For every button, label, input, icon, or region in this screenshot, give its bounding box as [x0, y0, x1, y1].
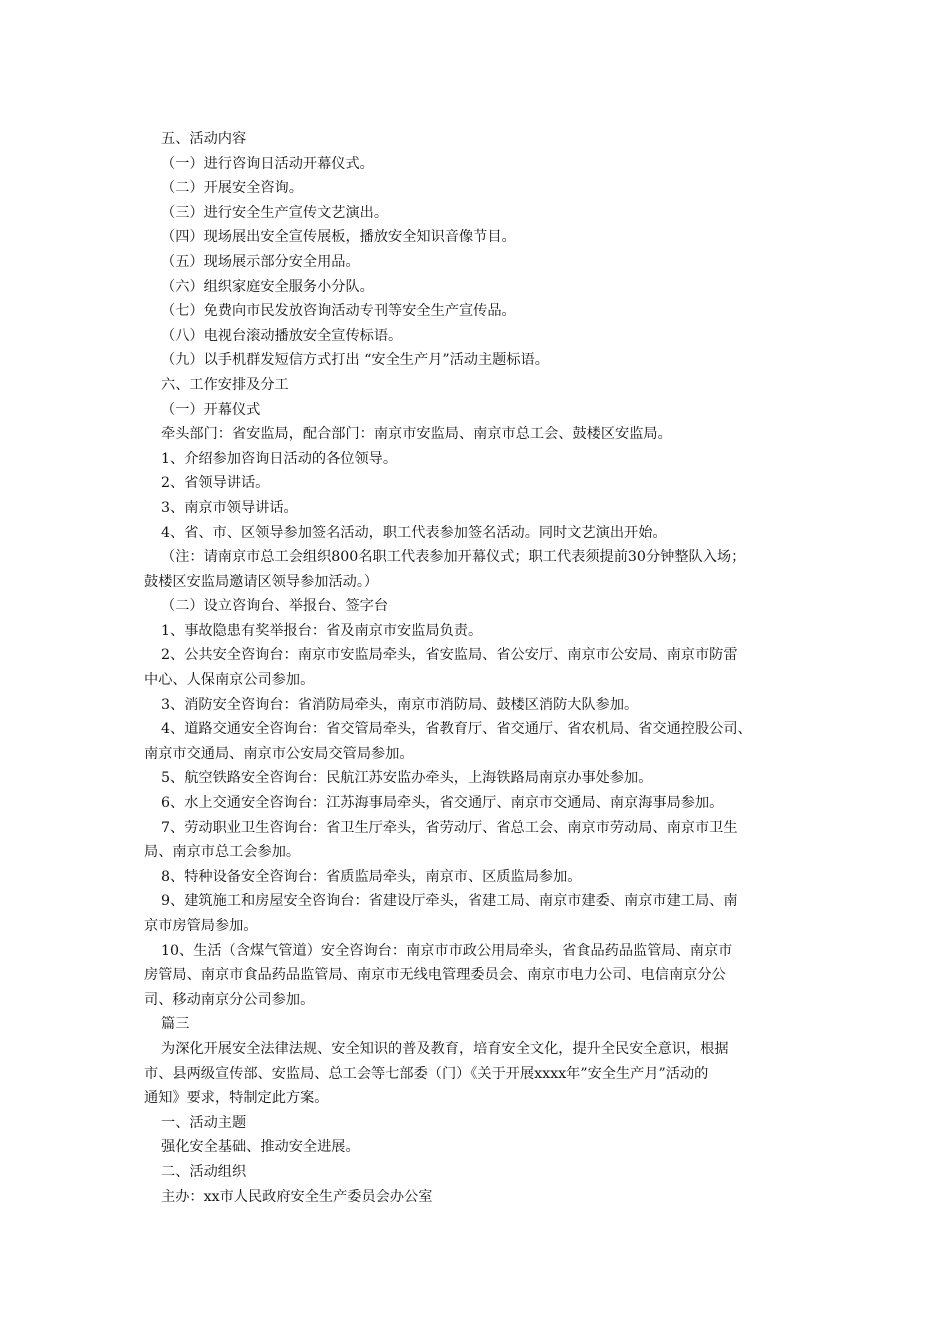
text-line: （四）现场展出安全宣传展板，播放安全知识音像节目。 [161, 229, 516, 246]
text-line: 4、道路交通安全咨询台：省交管局牵头，省教育厅、省交通厅、省农机局、省交通控股公司、 [161, 721, 752, 738]
text-line: 1、介绍参加咨询日活动的各位领导。 [161, 450, 398, 467]
text-line: （九）以手机群发短信方式打出 “安全生产月”活动主题标语。 [161, 352, 549, 369]
text-line: （七）免费向市民发放咨询活动专刊等安全生产宣传品。 [161, 303, 516, 320]
text-line: 主办：xx市人民政府安全生产委员会办公室 [161, 1188, 433, 1205]
text-line: 9、建筑施工和房屋安全咨询台：省建设厅牵头，省建工局、南京市建委、南京市建工局、南 [161, 893, 738, 910]
text-line: 二、活动组织 [161, 1163, 247, 1180]
text-line: （六）组织家庭安全服务小分队。 [161, 278, 374, 295]
text-line: 1、事故隐患有奖举报台：省及南京市安监局负责。 [161, 622, 483, 639]
text-line: 五、活动内容 [161, 131, 247, 147]
text-line: 3、消防安全咨询台：省消防局牵头，南京市消防局、鼓楼区消防大队参加。 [161, 696, 639, 713]
text-line: 南京市交通局、南京市公安局交管局参加。 [144, 745, 414, 762]
text-line: 房管局、南京市食品药品监管局、南京市无线电管理委员会、南京市电力公司、电信南京分公 [144, 967, 726, 984]
text-line: 中心、人保南京公司参加。 [144, 672, 315, 689]
text-line: 2、省领导讲话。 [161, 475, 270, 492]
text-line: 通知》要求，特制定此方案。 [144, 1090, 329, 1107]
text-line: 10、生活（含煤气管道）安全咨询台：南京市市政公用局牵头，省食品药品监管局、南京市 [161, 942, 733, 959]
text-line: 8、特种设备安全咨询台：省质监局牵头，南京市、区质监局参加。 [161, 868, 582, 885]
text-line: 5、航空铁路安全咨询台：民航江苏安监办牵头，上海铁路局南京办事处参加。 [161, 770, 653, 787]
text-line: 市、县两级宣传部、安监局、总工会等七部委（门）《关于开展xxxx年”安全生产月”活动的 [144, 1065, 709, 1082]
text-line: 2、公共安全咨询台：南京市安监局牵头，省安监局、省公安厅、南京市公安局、南京市防雷 [161, 647, 738, 664]
text-line: （一）开幕仪式 [161, 401, 261, 418]
text-line: （注：请南京市总工会组织800名职工代表参加开幕仪式；职工代表须提前30分钟整队入场； [161, 549, 746, 566]
text-line: （二）开展安全咨询。 [161, 180, 303, 197]
text-line: 局、南京市总工会参加。 [144, 844, 301, 861]
text-line: 4、省、市、区领导参加签名活动，职工代表参加签名活动。同时文艺演出开始。 [161, 524, 667, 541]
text-line: （三）进行安全生产宣传文艺演出。 [161, 204, 389, 221]
text-line: （五）现场展示部分安全用品。 [161, 253, 360, 270]
text-line: 京市房管局参加。 [144, 918, 258, 934]
text-line: 为深化开展安全法律法规、安全知识的普及教育，培育安全文化，提升全民安全意识，根据 [161, 1040, 729, 1057]
text-line: 鼓楼区安监局邀请区领导参加活动。） [144, 573, 379, 590]
document-body [144, 127, 824, 1209]
text-line: 篇三 [161, 1016, 190, 1033]
text-line: 3、南京市领导讲话。 [161, 499, 298, 516]
text-line: 7、劳动职业卫生咨询台：省卫生厅牵头，省劳动厅、省总工会、南京市劳动局、南京市卫生 [161, 819, 738, 836]
text-line: 一、活动主题 [161, 1114, 247, 1131]
text-line: 牵头部门：省安监局，配合部门：南京市安监局、南京市总工会、鼓楼区安监局。 [161, 426, 672, 443]
text-line: 司、移动南京分公司参加。 [144, 991, 315, 1008]
text-line: （二）设立咨询台、举报台、签字台 [161, 598, 389, 615]
text-line: 6、水上交通安全咨询台：江苏海事局牵头，省交通厅、南京市交通局、南京海事局参加。 [161, 795, 724, 812]
text-line: 六、工作安排及分工 [161, 376, 289, 393]
text-line: （八）电视台滚动播放安全宣传标语。 [161, 327, 403, 344]
text-line: 强化安全基础、推动安全进展。 [161, 1139, 360, 1156]
text-line: （一）进行咨询日活动开幕仪式。 [161, 155, 374, 172]
